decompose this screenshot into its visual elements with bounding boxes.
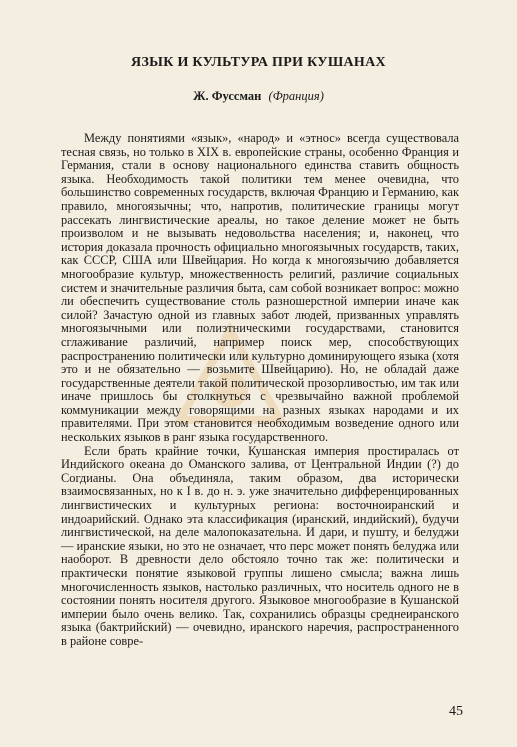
article-header	[0, 55, 517, 104]
page-number: 45	[449, 704, 463, 719]
article-title: ЯЗЫК И КУЛЬТУРА ПРИ КУШАНАХ	[131, 55, 386, 70]
author-byline	[0, 89, 517, 104]
paragraph-2: Если брать крайние точки, Кушанская империя простиралась от Индийского океана до Оманского залива, от Центральной Индии (?) до Согдианы. Она объединяла, таким образом, два исторически взаимосвязанных, но к I в. до н. э. уже значительно дифференцированных лингвистических и культурных региона: восточноиранский и индоарийский. Однако эта классификация (иранский, индийский), будучи лингвистической, на деле малопоказательна. И дари, и пушту, и белуджи — иранские языки, но это не означает, что перс может понять белуджа или наоборот. В древности дело обстояло точно так же: политически и практически понятие языковой группы лишено смысла; важна лишь многочисленность языков, настолько различных, что носитель одного не в состоянии понять носителя другого. Языковое многообразие в Кушанской империи было очень велико. Так, сохранились образцы среднеиранского языка (бактрийский) — очевидно, иранского наречия, распространенного в районе совре-	[61, 443, 459, 648]
paragraph-1: Между понятиями «язык», «народ» и «этнос» всегда существовала тесная связь, но только в XIX в. европейские страны, особенно Франция и Германия, стали в основу национального единства ставить общность языка. Необходимость такой политики тем менее очевидна, что большинство современных государств, включая Францию и Германию, как правило, многоязычны; что, напротив, политические границы могут рассекать лингвистические ареалы, но такое деление может не быть произволом и не вызывать недовольства населения; и, наконец, что история доказала прочность официально многоязычных государств, таких, как СССР, США или Швейцария. Но когда к многоязычию добавляется многообразие культур, множественность религий, различие социальных систем и значительные различия быта, сам собой возникает вопрос: можно ли обеспечить существование столь разношерстной империи иначе как силой? Зачастую одной из главных забот людей, призванных управлять многоязычными или полиэтническими государствами, становится сглаживание различий, например поиск мер, способствующих распространению политически или культурно доминирующего языка (хотя это и не обязательно — возьмите Швейцарию). Но, не обладай даже государственные деятели такой политической прозорливостью, им так или иначе пришлось бы столкнуться с чрезвычайно важной проблемой коммуникации между говорящими на разных языках народами и их правителями. При этом становится необходимым возведение одного или нескольких языков в ранг языка государственного.	[61, 131, 459, 445]
article-body	[61, 132, 459, 649]
author-name: Ж. Фуссман	[193, 89, 262, 103]
author-country: (Франция)	[268, 89, 324, 103]
